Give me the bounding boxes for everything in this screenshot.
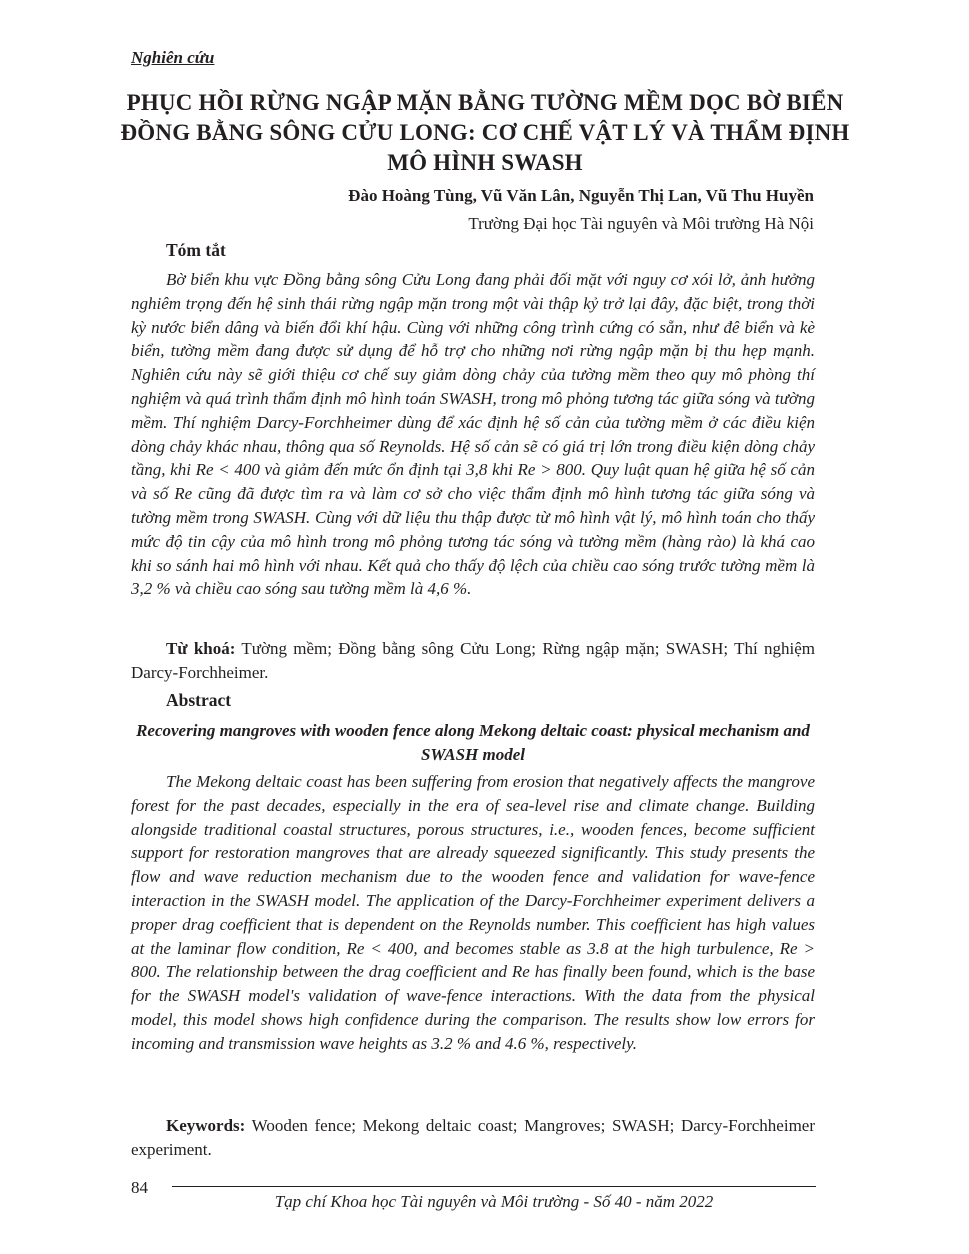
vi-keywords bbox=[131, 637, 815, 685]
vi-abstract-text: Bờ biển khu vực Đồng bằng sông Cửu Long đang phải đối mặt với nguy cơ xói lở, ảnh hưởng nghiêm trọng đến hệ sinh thái rừng ngập mặn trong một vài thập kỷ trở lại đây, đặc biệt, trong thời kỳ nước biển dâng và biến đổi khí hậu. Cùng với những công trình cứng có sẵn, như đê biển và kè biển, tường mềm đang được sử dụng để hỗ trợ cho những nơi rừng ngập mặn bị thu hẹp mạnh. Nghiên cứu này sẽ giới thiệu cơ chế suy giảm dòng chảy của tường mềm theo quy mô phòng thí nghiệm và quá trình thẩm định mô hình toán SWASH, trong mô phỏng tương tác giữa sóng và tường mềm. Thí nghiệm Darcy-Forchheimer dùng để xác định hệ số cản của tường mềm ở các điều kiện dòng chảy khác nhau, thông qua số Reynolds. Hệ số cản sẽ có giá trị lớn trong điều kiện dòng chảy tầng, khi Re < 400 và giảm đến mức ổn định tại 3,8 khi Re > 800. Quy luật quan hệ giữa hệ số cản và số Re cũng đã được tìm ra và làm cơ sở cho việc thẩm định mô hình tương tác giữa sóng và tường mềm trong SWASH. Cùng với dữ liệu thu thập được từ mô hình vật lý, mô hình toán cho thấy mức độ tin cậy của mô hình trong mô phỏng tương tác sóng và tường mềm (hàng rào) là khá cao khi so sánh hai mô hình với nhau. Kết quả cho thấy độ lệch của chiều cao sóng trước tường mềm là 3,2 % và chiều cao sóng sau tường mềm là 4,6 %. bbox=[131, 270, 815, 599]
en-abstract-heading: Abstract bbox=[166, 690, 232, 710]
en-abstract-text: The Mekong deltaic coast has been suffering from erosion that negatively affects the mangrove forest for the past decades, especially in the era of sea-level rise and climate change. Building alongside traditional coastal structures, porous structures, i.e., wooden fences, become sufficient support for restoration mangroves that are already squeezed significantly. This study presents the flow and wave reduction mechanism due to the wooden fence and validation for wave-fence interaction in the SWASH model. The application of the Darcy-Forchheimer experiment delivers a proper drag coefficient that is dependent on the Reynolds number. This coefficient has high values at the laminar flow condition, Re < 400, and becomes stable as 3.8 at the high turbulence, Re > 800. The relationship between the drag coefficient and Re has finally been found, which is the base for the SWASH model's validation of wave-fence interactions. With the data from the physical model, this model shows high confidence during the comparison. The results show low errors for incoming and transmission wave heights as 3.2 % and 4.6 %, respectively. bbox=[131, 772, 815, 1053]
section-label: Nghiên cứu bbox=[131, 48, 215, 67]
page-number: 84 bbox=[131, 1178, 148, 1197]
footer-rule bbox=[172, 1186, 816, 1187]
en-keywords bbox=[131, 1114, 815, 1162]
en-keywords-label: Keywords: bbox=[166, 1116, 246, 1135]
affiliation: Trường Đại học Tài nguyên và Môi trường Hà Nội bbox=[468, 214, 814, 233]
vi-keywords-text: Tường mềm; Đồng bằng sông Cửu Long; Rừng ngập mặn; SWASH; Thí nghiệm Darcy-Forchheimer. bbox=[131, 639, 815, 682]
en-article-title: Recovering mangroves with wooden fence along Mekong deltaic coast: physical mechanism and SWASH model bbox=[136, 721, 810, 764]
vi-abstract-heading: Tóm tắt bbox=[166, 240, 226, 260]
en-keywords-text: Wooden fence; Mekong deltaic coast; Mangroves; SWASH; Darcy-Forchheimer experiment. bbox=[131, 1116, 815, 1159]
article-title: PHỤC HỒI RỪNG NGẬP MẶN BẰNG TƯỜNG MỀM DỌC BỜ BIỂN ĐỒNG BẰNG SÔNG CỬU LONG: CƠ CHẾ VẬT LÝ VÀ THẨM ĐỊNH MÔ HÌNH SWASH bbox=[120, 90, 850, 175]
author-list: Đào Hoàng Tùng, Vũ Văn Lân, Nguyễn Thị Lan, Vũ Thu Huyền bbox=[348, 186, 814, 205]
journal-footer: Tạp chí Khoa học Tài nguyên và Môi trường - Số 40 - năm 2022 bbox=[274, 1192, 714, 1211]
vi-keywords-label: Từ khoá: bbox=[166, 639, 236, 658]
